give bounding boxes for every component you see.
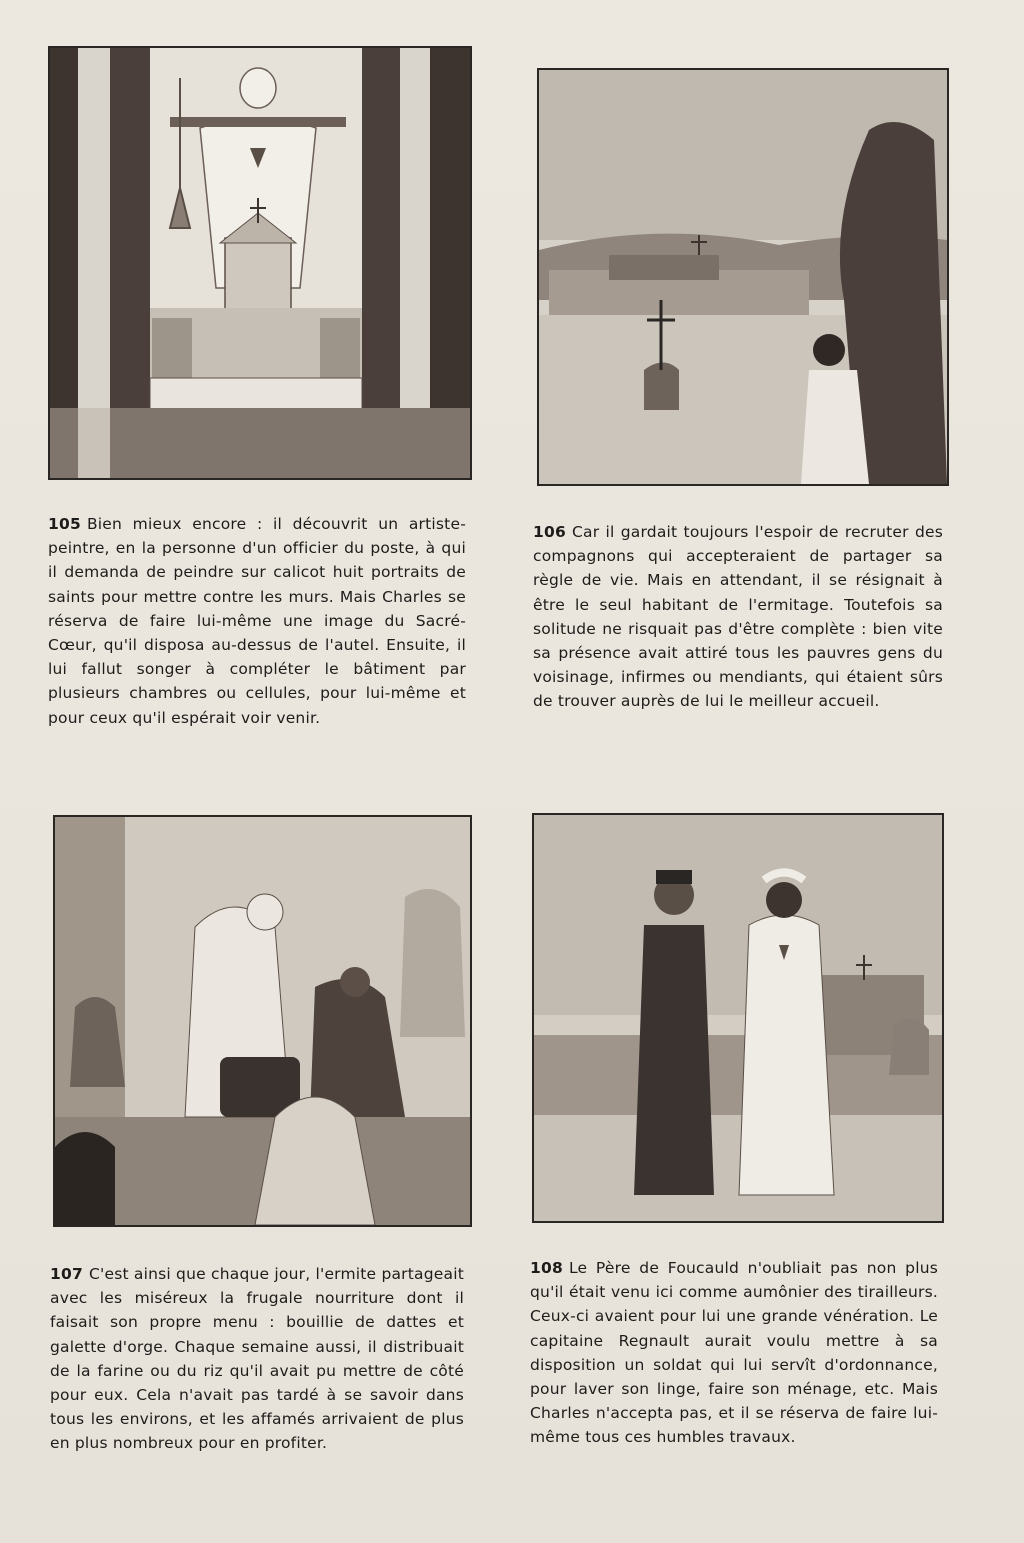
- panel-text: Bien mieux encore : il découvrit un artiste-peintre, en la personne d'un officier du poste, à qui il demanda de peindre sur calicot huit portraits de saints pour mettre contre les murs. Mais Charles se réserva de faire lui-même une image du Sacré-Cœur, qu'il disposa au-dessus de l'autel. Ensuite, il lui fallut songer à compléter le bâtiment par plusieurs chambres ou cellules, pour lui-même et pour ceux qu'il espérait voir venir.: [48, 515, 466, 727]
- caption-107: [50, 1262, 464, 1456]
- food-distribution-crowd-icon: [55, 817, 470, 1225]
- panel-number: 105: [48, 515, 81, 533]
- panel-number: 106: [533, 523, 566, 541]
- illustration-107: [53, 815, 472, 1227]
- caption-108: [530, 1256, 938, 1450]
- caption-105: [48, 512, 466, 730]
- illustration-105: [48, 46, 472, 480]
- panel-text: C'est ainsi que chaque jour, l'ermite partageait avec les miséreux la frugale nourriture dont il faisait son propre menu : bouillie de dattes et galette d'orge. Chaque semaine aussi, il distribuait de la farine ou du riz qu'il avait pu mettre de côté pour eux. Cela n'avait pas tardé à se savoir dans tous les environs, et les affamés arrivaient de plus en plus nombreux pour en profiter.: [50, 1265, 464, 1453]
- panel-number: 108: [530, 1259, 563, 1277]
- panel-number: 107: [50, 1265, 83, 1283]
- chapel-altar-sacred-heart-icon: [50, 48, 470, 478]
- panel-text: Car il gardait toujours l'espoir de recruter des compagnons qui accepteraient de partager sa règle de vie. Mais en attendant, il se résignait à être le seul habitant de l'ermitage. Toutefois sa solitude ne risquait pas d'être complète : bien vite sa présence avait attiré tous les pauvres gens du voisinage, infirmes ou mendiants, qui étaient sûrs de trouver auprès de lui le meilleur accueil.: [533, 523, 943, 711]
- illustration-106: [537, 68, 949, 486]
- caption-106: [533, 520, 943, 714]
- officier-and-hermit-icon: [534, 815, 942, 1221]
- illustration-108: [532, 813, 944, 1223]
- hermitage-grave-cross-icon: [539, 70, 947, 484]
- panel-text: Le Père de Foucauld n'oubliait pas non plus qu'il était venu ici comme aumônier des tirailleurs. Ceux-ci avaient pour lui une grande vénération. Le capitaine Regnault aurait voulu mettre à sa disposition un soldat qui lui servît d'ordonnance, pour laver son linge, faire son ménage, etc. Mais Charles n'accepta pas, et il se réserva de faire lui-même tous ces humbles travaux.: [530, 1259, 938, 1447]
